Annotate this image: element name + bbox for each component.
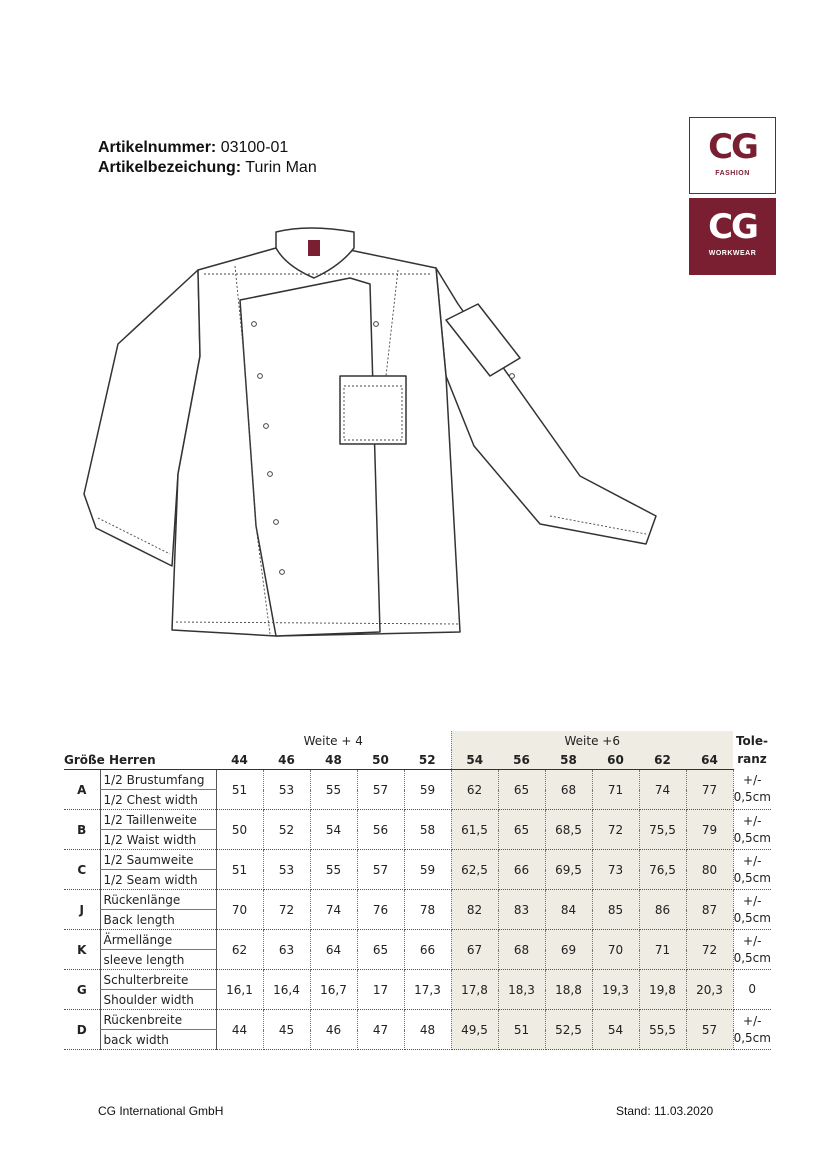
measure-value: 70	[216, 890, 263, 930]
measure-value: 76,5	[639, 850, 686, 890]
size-header-50: 50	[357, 750, 404, 770]
measure-value: 52	[263, 810, 310, 850]
measure-value: 62,5	[451, 850, 498, 890]
measure-value: 59	[404, 770, 451, 810]
measure-label-en: 1/2 Waist width	[100, 830, 216, 850]
table-row	[64, 850, 771, 870]
measure-value: 57	[357, 850, 404, 890]
table-title: Größe Herren	[64, 750, 216, 770]
measure-value: 70	[592, 930, 639, 970]
measure-value: 67	[451, 930, 498, 970]
measure-value: 72	[592, 810, 639, 850]
measure-value: 76	[357, 890, 404, 930]
measure-value: 72	[686, 930, 733, 970]
measure-label-de: Ärmellänge	[100, 930, 216, 950]
measure-value: 68	[545, 770, 592, 810]
measure-value: 71	[639, 930, 686, 970]
measure-value: 66	[498, 850, 545, 890]
measure-label-de: 1/2 Taillenweite	[100, 810, 216, 830]
measure-label-de: Schulterbreite	[100, 970, 216, 990]
tolerance-value: 0	[733, 970, 771, 1010]
measure-letter: A	[64, 770, 100, 810]
measure-label-en: Shoulder width	[100, 990, 216, 1010]
measure-value: 56	[357, 810, 404, 850]
measure-label-en: back width	[100, 1030, 216, 1050]
cg-workwear-logo	[689, 198, 776, 275]
measure-value: 17	[357, 970, 404, 1010]
group-weite-6: Weite +6	[451, 731, 733, 750]
measure-value: 64	[310, 930, 357, 970]
measure-value: 73	[592, 850, 639, 890]
measure-value: 71	[592, 770, 639, 810]
article-name-value: Turin Man	[245, 159, 317, 176]
tolerance-header: Tole- ranz	[735, 734, 769, 767]
measure-label-de: 1/2 Brustumfang	[100, 770, 216, 790]
cg-workwear-mark: CG	[708, 207, 757, 247]
measure-value: 75,5	[639, 810, 686, 850]
measure-value: 54	[592, 1010, 639, 1050]
cg-fashion-mark: CG	[708, 127, 757, 167]
measure-value: 48	[404, 1010, 451, 1050]
measure-value: 86	[639, 890, 686, 930]
measure-value: 44	[216, 1010, 263, 1050]
footer-company: CG International GmbH	[98, 1104, 224, 1118]
table-row	[64, 930, 771, 950]
tolerance-value: +/- 0,5cm	[733, 770, 771, 810]
tolerance-value: +/- 0,5cm	[733, 850, 771, 890]
measure-value: 69,5	[545, 850, 592, 890]
size-header-52: 52	[404, 750, 451, 770]
measure-value: 68	[498, 930, 545, 970]
measure-letter: J	[64, 890, 100, 930]
size-header-row	[64, 750, 771, 770]
measure-value: 19,8	[639, 970, 686, 1010]
measure-value: 45	[263, 1010, 310, 1050]
measure-value: 59	[404, 850, 451, 890]
measure-label-de: 1/2 Saumweite	[100, 850, 216, 870]
cg-fashion-logo	[689, 117, 776, 194]
measure-value: 79	[686, 810, 733, 850]
measure-value: 68,5	[545, 810, 592, 850]
article-number-label: Artikelnummer:	[98, 139, 217, 156]
measure-value: 49,5	[451, 1010, 498, 1050]
measure-value: 74	[310, 890, 357, 930]
chef-jacket-drawing	[80, 226, 680, 641]
measure-value: 65	[498, 810, 545, 850]
cg-fashion-sub: FASHION	[715, 170, 750, 177]
measure-value: 51	[498, 1010, 545, 1050]
measure-value: 16,1	[216, 970, 263, 1010]
size-header-58: 58	[545, 750, 592, 770]
measure-value: 65	[498, 770, 545, 810]
tolerance-value: +/- 0,5cm	[733, 810, 771, 850]
size-header-48: 48	[310, 750, 357, 770]
article-number-line	[98, 138, 317, 158]
measure-value: 74	[639, 770, 686, 810]
measure-letter: G	[64, 970, 100, 1010]
measure-value: 47	[357, 1010, 404, 1050]
table-row	[64, 770, 771, 790]
measure-value: 55	[310, 770, 357, 810]
measure-value: 17,8	[451, 970, 498, 1010]
measure-value: 55,5	[639, 1010, 686, 1050]
measure-value: 72	[263, 890, 310, 930]
measure-value: 55	[310, 850, 357, 890]
measure-value: 69	[545, 930, 592, 970]
measure-value: 80	[686, 850, 733, 890]
article-name-label: Artikelbezeichung:	[98, 159, 242, 176]
size-header-46: 46	[263, 750, 310, 770]
size-header-62: 62	[639, 750, 686, 770]
footer-date: Stand: 11.03.2020	[616, 1104, 714, 1118]
table-row	[64, 810, 771, 830]
measure-value: 63	[263, 930, 310, 970]
measure-value: 65	[357, 930, 404, 970]
measure-value: 53	[263, 770, 310, 810]
measure-value: 62	[216, 930, 263, 970]
tolerance-value: +/- 0,5cm	[733, 890, 771, 930]
cg-workwear-sub: WORKWEAR	[708, 250, 757, 257]
measure-value: 16,7	[310, 970, 357, 1010]
measure-value: 52,5	[545, 1010, 592, 1050]
measure-value: 82	[451, 890, 498, 930]
measure-value: 19,3	[592, 970, 639, 1010]
measure-value: 54	[310, 810, 357, 850]
table-row	[64, 1010, 771, 1030]
measure-value: 53	[263, 850, 310, 890]
measure-value: 51	[216, 770, 263, 810]
tolerance-value: +/- 0,5cm	[733, 930, 771, 970]
measure-value: 87	[686, 890, 733, 930]
measure-value: 83	[498, 890, 545, 930]
measure-label-en: Back length	[100, 910, 216, 930]
measure-letter: K	[64, 930, 100, 970]
measure-value: 57	[686, 1010, 733, 1050]
measure-letter: C	[64, 850, 100, 890]
measure-label-en: 1/2 Chest width	[100, 790, 216, 810]
measure-value: 51	[216, 850, 263, 890]
size-table	[64, 731, 771, 1050]
measure-label-de: Rückenbreite	[100, 1010, 216, 1030]
article-name-line	[98, 158, 317, 178]
measure-value: 46	[310, 1010, 357, 1050]
measure-value: 85	[592, 890, 639, 930]
size-header-54: 54	[451, 750, 498, 770]
measure-value: 66	[404, 930, 451, 970]
measure-label-de: Rückenlänge	[100, 890, 216, 910]
table-row	[64, 970, 771, 990]
measure-label-en: sleeve length	[100, 950, 216, 970]
collar-label-icon	[308, 240, 320, 256]
measure-letter: D	[64, 1010, 100, 1050]
measure-value: 58	[404, 810, 451, 850]
tolerance-value: +/- 0,5cm	[733, 1010, 771, 1050]
measure-value: 50	[216, 810, 263, 850]
article-header	[98, 138, 317, 178]
measure-value: 77	[686, 770, 733, 810]
measure-value: 61,5	[451, 810, 498, 850]
measure-label-en: 1/2 Seam width	[100, 870, 216, 890]
measure-value: 17,3	[404, 970, 451, 1010]
measure-letter: B	[64, 810, 100, 850]
size-header-56: 56	[498, 750, 545, 770]
measure-value: 78	[404, 890, 451, 930]
measure-value: 18,3	[498, 970, 545, 1010]
size-header-60: 60	[592, 750, 639, 770]
size-header-44: 44	[216, 750, 263, 770]
measure-value: 20,3	[686, 970, 733, 1010]
group-weite-4: Weite + 4	[216, 731, 451, 750]
measure-value: 62	[451, 770, 498, 810]
measure-value: 16,4	[263, 970, 310, 1010]
table-row	[64, 890, 771, 910]
article-number-value: 03100-01	[220, 139, 289, 156]
measure-value: 84	[545, 890, 592, 930]
measure-value: 18,8	[545, 970, 592, 1010]
measure-value: 57	[357, 770, 404, 810]
size-header-64: 64	[686, 750, 733, 770]
